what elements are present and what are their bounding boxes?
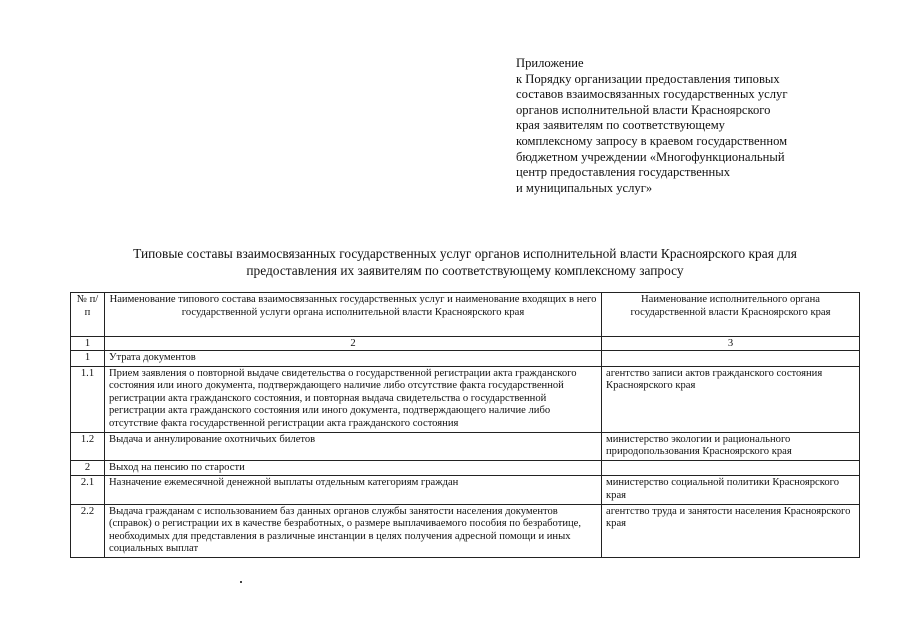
title-line-2: предоставления их заявителям по соответствующему комплексному запросу <box>246 263 684 278</box>
table-header-row <box>71 293 860 337</box>
column-number: 2 <box>105 337 602 351</box>
row-organization: министерство социальной политики Красноярского края <box>602 476 860 504</box>
row-organization: агентство труда и занятости населения Красноярского края <box>602 504 860 557</box>
appendix-line: Приложение <box>516 56 584 70</box>
header-number: № п/п <box>71 293 105 337</box>
row-number: 2 <box>71 460 105 476</box>
title-line-1: Типовые составы взаимосвязанных государственных услуг органов исполнительной власти Красноярского края для <box>133 246 797 261</box>
appendix-line: центр предоставления государственных <box>516 165 731 180</box>
appendix-line: к Порядку организации предоставления типовых <box>516 71 780 86</box>
row-service-name: Выход на пенсию по старости <box>105 460 602 476</box>
services-table <box>70 292 860 558</box>
row-organization <box>602 460 860 476</box>
row-organization: министерство экологии и рационального природопользования Красноярского края <box>602 432 860 460</box>
table-row <box>71 460 860 476</box>
appendix-line: комплексному запросу в краевом государственном <box>516 133 788 148</box>
row-service-name: Выдача гражданам с использованием баз данных органов службы занятости населения документов (справок) о регистрации их в качестве безработных, о размере выплачиваемого пособия по безработице, необходимых для представления в различные инстанции в целях получения адресной помощи и иных социальных выплат <box>105 504 602 557</box>
row-service-name: Выдача и аннулирование охотничьих билетов <box>105 432 602 460</box>
row-service-name: Прием заявления о повторной выдаче свидетельства о государственной регистрации акта гражданского состояния или иного документа, подтверждающего наличие либо отсутствие факта государственной регистрации акта гражданского состояния, и повторная выдача свидетельства о государственной регистрации акта гражданского состояния или иного документа, подтверждающего наличие либо отсутствие факта государственной регистрации акта гражданского состояния <box>105 366 602 432</box>
row-service-name: Назначение ежемесячной денежной выплаты отдельным категориям граждан <box>105 476 602 504</box>
row-organization <box>602 351 860 367</box>
column-number: 1 <box>71 337 105 351</box>
appendix-line: органов исполнительной власти Красноярского <box>516 102 771 117</box>
row-number: 2.1 <box>71 476 105 504</box>
row-organization: агентство записи актов гражданского состояния Красноярского края <box>602 366 860 432</box>
table-row <box>71 432 860 460</box>
header-organization: Наименование исполнительного органа государственной власти Красноярского края <box>602 293 860 337</box>
appendix-line: составов взаимосвязанных государственных услуг <box>516 87 788 102</box>
appendix-block <box>516 56 856 196</box>
appendix-line: бюджетном учреждении «Многофункциональный <box>516 149 785 164</box>
scan-speck <box>240 581 242 583</box>
row-service-name: Утрата документов <box>105 351 602 367</box>
appendix-line: края заявителям по соответствующему <box>516 118 725 133</box>
column-number-row <box>71 337 860 351</box>
table-row <box>71 366 860 432</box>
row-number: 1.1 <box>71 366 105 432</box>
header-service-name: Наименование типового состава взаимосвязанных государственных услуг и наименование входящих в него государственной услуги органа исполнительной власти Красноярского края <box>105 293 602 337</box>
table-row <box>71 351 860 367</box>
document-title <box>60 245 870 279</box>
table-row <box>71 476 860 504</box>
row-number: 1 <box>71 351 105 367</box>
row-number: 2.2 <box>71 504 105 557</box>
appendix-line: и муниципальных услуг» <box>516 180 653 195</box>
row-number: 1.2 <box>71 432 105 460</box>
column-number: 3 <box>602 337 860 351</box>
table-row <box>71 504 860 557</box>
